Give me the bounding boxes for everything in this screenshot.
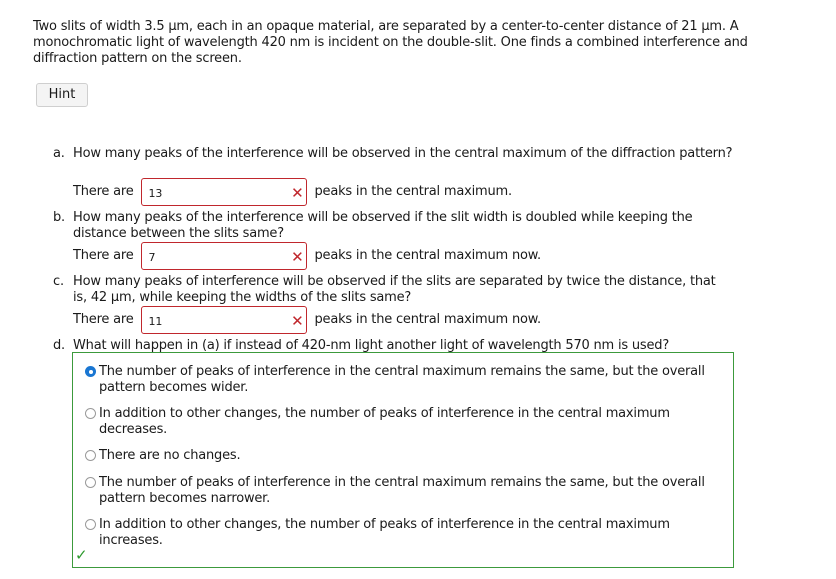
answer-row-b — [73, 242, 541, 270]
radio-button[interactable] — [85, 450, 96, 461]
choice-label: The number of peaks of interference in the central maximum remains the same, but the overall pattern becomes narrower. — [99, 475, 705, 506]
answer-row-c — [73, 306, 541, 334]
answer-value: 13 — [148, 187, 163, 200]
check-icon: ✓ — [75, 546, 88, 564]
radio-button[interactable] — [85, 519, 96, 530]
question-letter: d. — [53, 338, 65, 353]
question-a — [53, 146, 733, 162]
answer-prefix: There are — [73, 184, 134, 199]
question-text: How many peaks of interference will be observed if the slits are separated by twice the distance, that is, 42 μm, while keeping the widths of the slits same? — [73, 274, 716, 305]
answer-value: 11 — [148, 315, 163, 328]
answer-input-c[interactable] — [141, 306, 307, 334]
answer-row-a — [73, 178, 512, 206]
radio-button-selected[interactable] — [85, 366, 96, 377]
choice-label: There are no changes. — [99, 448, 241, 463]
choice-option-3[interactable] — [99, 448, 719, 464]
question-letter: a. — [53, 146, 65, 161]
hint-button[interactable]: Hint — [36, 83, 88, 107]
choice-option-1[interactable] — [99, 364, 719, 396]
choice-option-5[interactable] — [99, 517, 719, 549]
problem-statement: Two slits of width 3.5 μm, each in an opaque material, are separated by a center-to-center distance of 21 μm. A monochromatic light of wavelength 420 nm is incident on the double-slit. One finds a combined interference and diffraction pattern on the screen. — [33, 19, 748, 66]
answer-suffix: peaks in the central maximum. — [314, 184, 512, 199]
question-text: How many peaks of the interference will be observed if the slit width is doubled while keeping the distance between the slits same? — [73, 210, 693, 241]
answer-prefix: There are — [73, 312, 134, 327]
choice-label: In addition to other changes, the number of peaks of interference in the central maximum decreases. — [99, 406, 670, 437]
answer-suffix: peaks in the central maximum now. — [314, 312, 541, 327]
choice-label: The number of peaks of interference in the central maximum remains the same, but the overall pattern becomes wider. — [99, 364, 705, 395]
radio-button[interactable] — [85, 408, 96, 419]
radio-button[interactable] — [85, 477, 96, 488]
question-b — [53, 210, 733, 242]
answer-prefix: There are — [73, 248, 134, 263]
choice-option-2[interactable] — [99, 406, 719, 438]
choice-label: In addition to other changes, the number of peaks of interference in the central maximum increases. — [99, 517, 670, 548]
answer-suffix: peaks in the central maximum now. — [314, 248, 541, 263]
question-letter: c. — [53, 274, 64, 289]
answer-value: 7 — [148, 251, 156, 264]
answer-input-b[interactable] — [141, 242, 307, 270]
answer-input-a[interactable] — [141, 178, 307, 206]
question-letter: b. — [53, 210, 65, 225]
x-icon: ✕ — [291, 312, 304, 330]
x-icon: ✕ — [291, 184, 304, 202]
choice-option-4[interactable] — [99, 475, 719, 507]
question-c — [53, 274, 733, 306]
choices-box — [72, 352, 734, 568]
question-text: How many peaks of the interference will be observed in the central maximum of the diffraction pattern? — [73, 146, 733, 161]
question-text: What will happen in (a) if instead of 420-nm light another light of wavelength 570 nm is used? — [73, 338, 670, 353]
x-icon: ✕ — [291, 248, 304, 266]
